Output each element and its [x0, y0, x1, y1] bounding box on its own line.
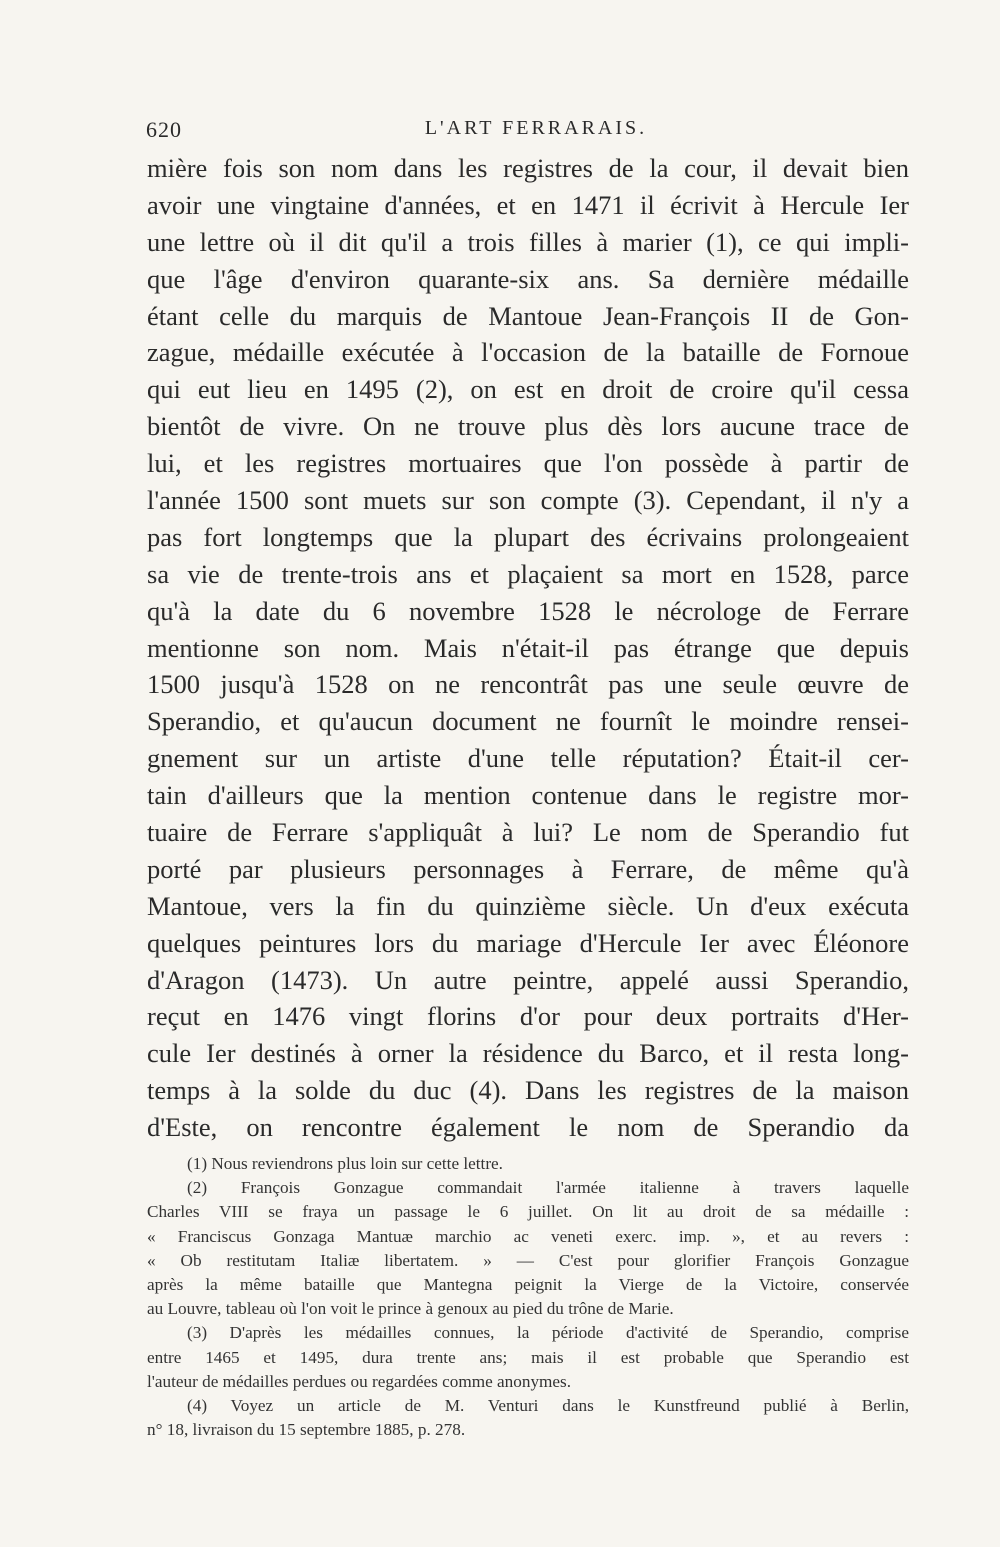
body-line: sa vie de trente-trois ans et plaçaient sa mort en 1528, parce: [147, 558, 909, 589]
body-line: qu'à la date du 6 novembre 1528 le nécrologe de Ferrare: [147, 595, 909, 626]
body-line: d'Aragon (1473). Un autre peintre, appelé aussi Sperandio,: [147, 964, 909, 995]
body-line: pas fort longtemps que la plupart des écrivains prolongeaient: [147, 521, 909, 552]
body-text: [147, 150, 909, 1146]
body-line: que l'âge d'environ quarante-six ans. Sa dernière médaille: [147, 263, 909, 294]
body-line: bientôt de vivre. On ne trouve plus dès lors aucune trace de: [147, 411, 909, 442]
body-line: Mantoue, vers la fin du quinzième siècle. Un d'eux exécuta: [147, 890, 909, 921]
footnote-line: entre 1465 et 1495, dura trente ans; mais il est probable que Sperandio est: [147, 1347, 909, 1367]
body-line: une lettre où il dit qu'il a trois filles à marier (1), ce qui impli-: [147, 226, 909, 257]
body-line: tuaire de Ferrare s'appliquât à lui? Le nom de Sperandio fut: [147, 817, 909, 848]
body-line: gnement sur un artiste d'une telle réputation? Était-il cer-: [147, 743, 909, 774]
footnote-line: au Louvre, tableau où l'on voit le prince à genoux au pied du trône de Marie.: [147, 1299, 674, 1319]
body-line: porté par plusieurs personnages à Ferrare, de même qu'à: [147, 853, 909, 884]
footnote-line: (3) D'après les médailles connues, la période d'activité de Sperandio, comprise: [187, 1323, 909, 1343]
footnote-line: (2) François Gonzague commandait l'armée italienne à travers laquelle: [187, 1178, 909, 1198]
body-line: 1500 jusqu'à 1528 on ne rencontrât pas une seule œuvre de: [147, 669, 909, 700]
body-line: qui eut lieu en 1495 (2), on est en droit de croire qu'il cessa: [147, 374, 909, 405]
page-number: 620: [146, 117, 182, 142]
body-line: mière fois son nom dans les registres de la cour, il devait bien: [147, 153, 909, 183]
body-line: temps à la solde du duc (4). Dans les registres de la maison: [147, 1075, 909, 1106]
body-line: d'Este, on rencontre également le nom de Sperandio da: [147, 1112, 909, 1143]
footnote-line: Charles VIII se fraya un passage le 6 juillet. On lit au droit de sa médaille :: [147, 1202, 909, 1222]
body-line: lui, et les registres mortuaires que l'on possède à partir de: [147, 448, 909, 479]
footnote-line: « Franciscus Gonzaga Mantuæ marchio ac veneti exerc. imp. », et au revers :: [147, 1226, 909, 1246]
body-line: étant celle du marquis de Mantoue Jean-François II de Gon-: [147, 300, 909, 331]
body-line: Sperandio, et qu'aucun document ne fournît le moindre rensei-: [147, 706, 909, 737]
body-line: l'année 1500 sont muets sur son compte (3). Cependant, il n'y a: [147, 485, 909, 516]
footnote-line: (4) Voyez un article de M. Venturi dans le Kunstfreund publié à Berlin,: [187, 1395, 909, 1415]
page-header: [146, 117, 908, 147]
body-line: mentionne son nom. Mais n'était-il pas étrange que depuis: [147, 632, 909, 663]
body-line: reçut en 1476 vingt florins d'or pour deux portraits d'Her-: [147, 1001, 909, 1032]
footnote-line: l'auteur de médailles perdues ou regardées comme anonymes.: [147, 1371, 572, 1391]
footnote-line: « Ob restitutam Italiæ libertatem. » — C'est pour glorifier François Gonzague: [147, 1250, 909, 1270]
footnote-line: (1) Nous reviendrons plus loin sur cette lettre.: [187, 1154, 503, 1173]
body-line: cule Ier destinés à orner la résidence du Barco, et il resta long-: [147, 1038, 909, 1069]
body-line: zague, médaille exécutée à l'occasion de la bataille de Fornoue: [147, 337, 909, 368]
footnotes: [147, 1152, 909, 1442]
footnote-line: après la même bataille que Mantegna peignit la Vierge de la Victoire, conservée: [147, 1274, 909, 1294]
body-line: quelques peintures lors du mariage d'Hercule Ier avec Éléonore: [147, 927, 909, 958]
footnote-line: n° 18, livraison du 15 septembre 1885, p. 278.: [147, 1420, 466, 1440]
running-title: L'ART FERRARAIS.: [424, 117, 648, 139]
body-line: avoir une vingtaine d'années, et en 1471 il écrivit à Hercule Ier: [147, 189, 909, 220]
body-line: tain d'ailleurs que la mention contenue dans le registre mor-: [147, 780, 909, 811]
